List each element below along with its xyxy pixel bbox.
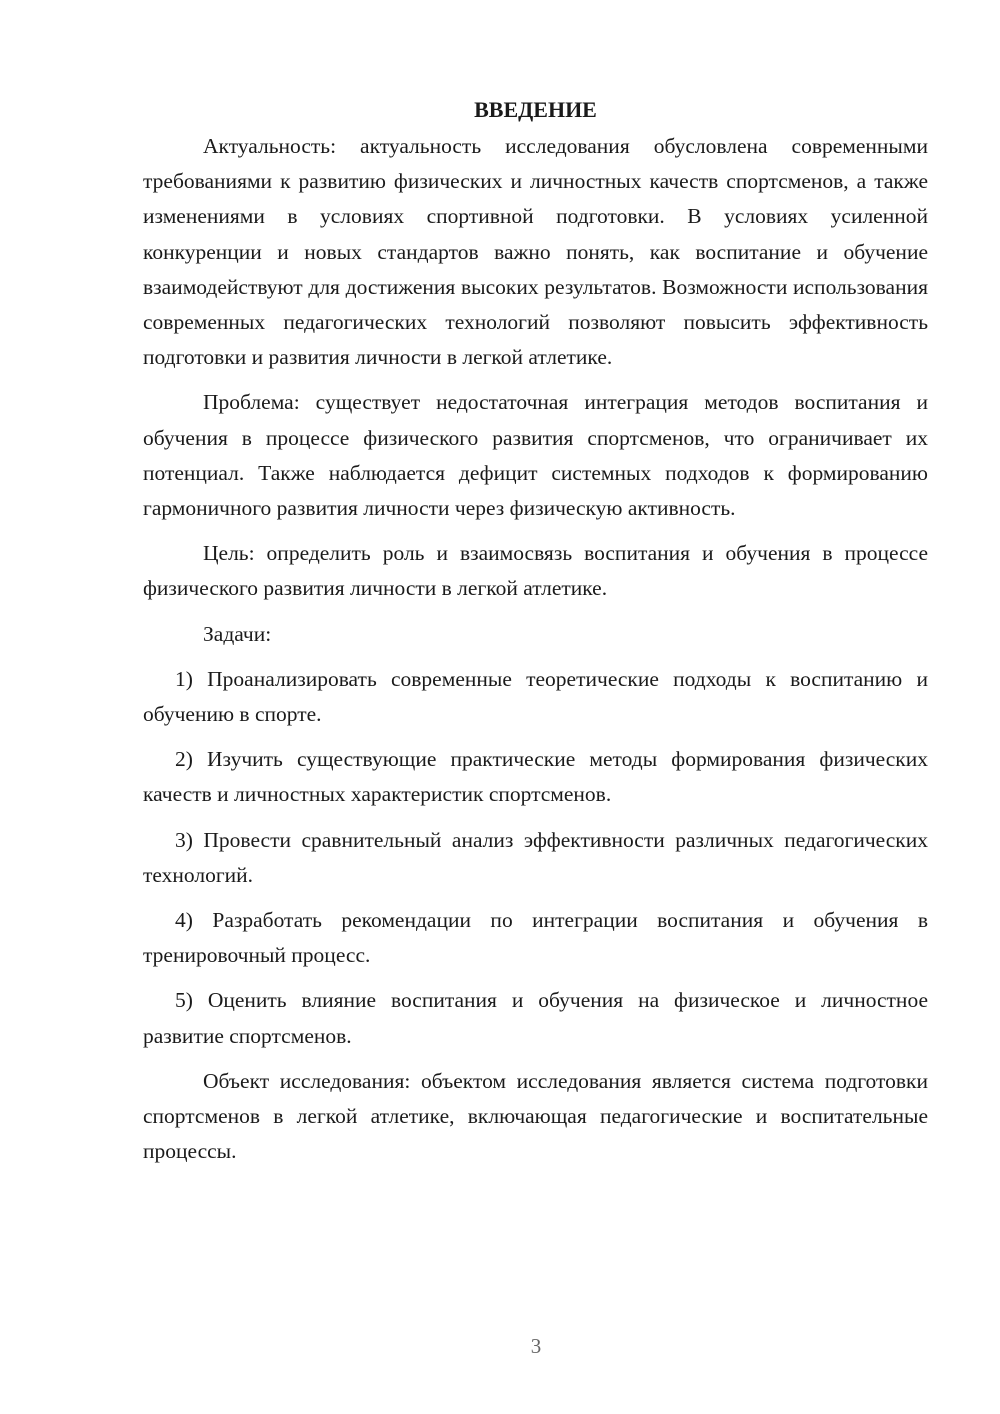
relevance-paragraph: Актуальность: актуальность исследования обусловлена современными требованиями к развитию физических и личностных качеств спортсменов, а также изменениями в условиях спортивной подготовки. В условиях усиленной конкуренции и новых стандартов важно понять, как воспитание и обучение взаимодействуют для достижения высоких результатов. Возможности использования современных педагогических технологий позволяют повысить эффективность подготовки и развития личности в легкой атлетике. [143, 134, 928, 370]
task-item-5: 5) Оценить влияние воспитания и обучения на физическое и личностное развитие спортсменов. [143, 988, 928, 1048]
goal-paragraph: Цель: определить роль и взаимосвязь воспитания и обучения в процессе физического развития личности в легкой атлетике. [143, 541, 928, 601]
problem-paragraph: Проблема: существует недостаточная интеграция методов воспитания и обучения в процессе физического развития спортсменов, что ограничивает их потенциал. Также наблюдается дефицит системных подходов к формированию гармоничного развития личности через физическую активность. [143, 390, 928, 521]
task-item-1: 1) Проанализировать современные теоретические подходы к воспитанию и обучению в спорте. [143, 666, 928, 727]
document-page [143, 92, 928, 1169]
task-item-3: 3) Провести сравнительный анализ эффективности различных педагогических технологий. [143, 827, 928, 887]
task-item-4: 4) Разработать рекомендации по интеграции воспитания и обучения в тренировочный процесс. [143, 908, 928, 968]
object-paragraph: Объект исследования: объектом исследования является система подготовки спортсменов в легкой атлетике, включающая педагогические и воспитательные процессы. [143, 1068, 928, 1164]
page-number: 3 [530, 1334, 542, 1358]
tasks-heading: Задачи: [203, 621, 272, 646]
task-item-2: 2) Изучить существующие практические методы формирования физических качеств и личностных характеристик спортсменов. [143, 747, 928, 807]
section-title: ВВЕДЕНИЕ [474, 97, 597, 122]
